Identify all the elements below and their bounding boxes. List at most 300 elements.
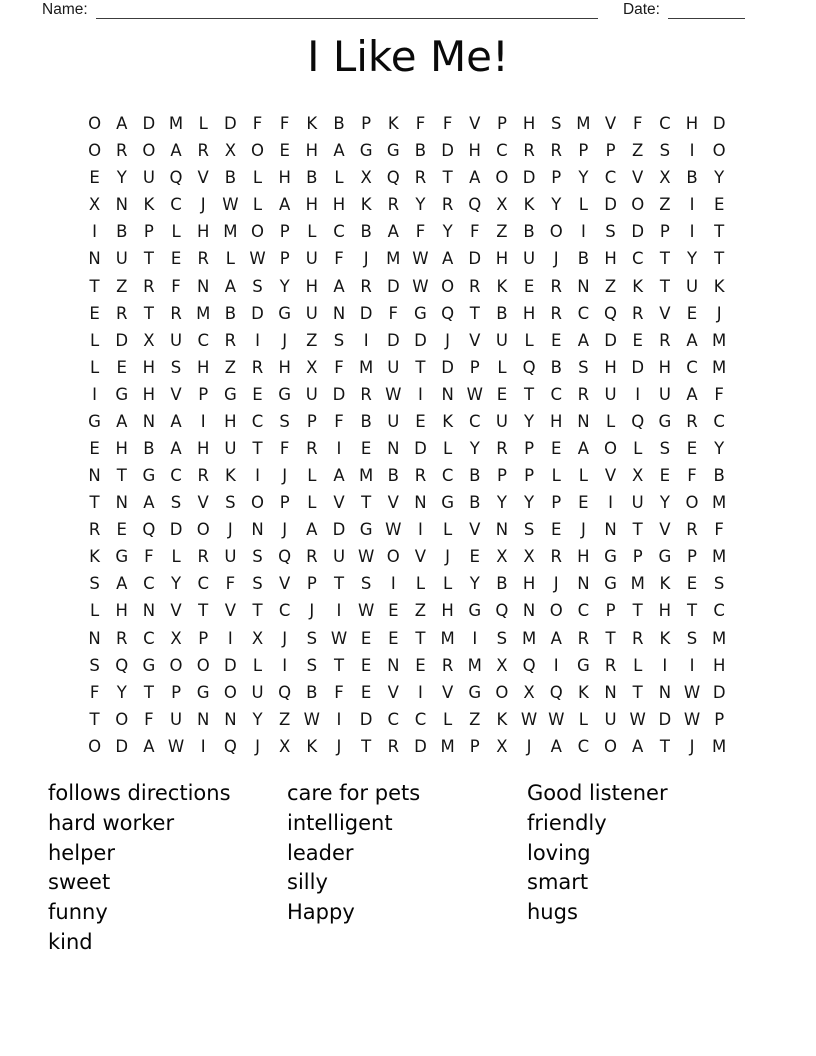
grid-letter: B: [306, 168, 318, 188]
grid-letter: K: [306, 736, 318, 756]
grid-letter: T: [415, 357, 426, 377]
grid-letter: T: [89, 493, 100, 513]
grid-letter: L: [443, 438, 453, 458]
grid-letter: N: [332, 303, 346, 323]
grid-letter: Y: [578, 168, 589, 188]
grid-letter: P: [496, 114, 507, 134]
grid-letter: U: [305, 249, 318, 269]
grid-letter: S: [279, 411, 290, 431]
grid-letter: W: [629, 709, 646, 729]
grid-letter: V: [279, 574, 291, 594]
grid-letter: G: [441, 493, 454, 513]
grid-letter: R: [414, 168, 427, 188]
grid-letter: T: [252, 438, 263, 458]
grid-letter: L: [497, 357, 507, 377]
grid-letter: A: [116, 411, 128, 431]
grid-letter: O: [495, 168, 509, 188]
grid-letter: C: [659, 114, 671, 134]
grid-letter: E: [89, 438, 100, 458]
grid-letter: U: [523, 249, 536, 269]
grid-letter: R: [441, 655, 454, 675]
grid-letter: U: [495, 411, 508, 431]
grid-letter: U: [115, 249, 128, 269]
grid-letter: F: [144, 709, 154, 729]
grid-letter: O: [196, 655, 210, 675]
grid-letter: R: [224, 330, 237, 350]
grid-letter: C: [333, 222, 345, 242]
grid-letter: F: [334, 682, 344, 702]
grid-letter: A: [550, 736, 562, 756]
grid-letter: S: [550, 114, 562, 134]
grid-letter: W: [249, 249, 266, 269]
grid-letter: J: [200, 195, 206, 215]
date-blank-line: [668, 6, 745, 19]
grid-letter: I: [418, 682, 423, 702]
grid-letter: V: [604, 466, 617, 486]
grid-letter: L: [225, 249, 235, 269]
grid-letter: K: [659, 628, 671, 648]
grid-letter: B: [143, 438, 155, 458]
grid-letter: E: [415, 655, 426, 675]
grid-letter: T: [632, 520, 643, 540]
grid-letter: D: [359, 303, 373, 323]
grid-letter: A: [686, 330, 698, 350]
grid-letter: X: [659, 168, 671, 188]
grid-letter: R: [469, 276, 481, 296]
grid-letter: L: [578, 466, 588, 486]
grid-letter: L: [89, 357, 100, 377]
grid-letter: J: [580, 520, 586, 540]
word-list-item: Happy: [287, 900, 355, 925]
grid-letter: O: [386, 547, 400, 567]
grid-letter: E: [388, 601, 399, 621]
grid-letter: H: [604, 357, 617, 377]
grid-letter: Y: [171, 574, 182, 594]
grid-letter: J: [445, 547, 451, 567]
grid-letter: D: [414, 330, 427, 350]
grid-letter: G: [658, 411, 672, 431]
grid-letter: L: [578, 195, 588, 215]
grid-letter: R: [604, 655, 617, 675]
grid-letter: D: [522, 168, 536, 188]
grid-letter: C: [713, 411, 725, 431]
grid-letter: N: [88, 466, 101, 486]
grid-letter: E: [551, 520, 562, 540]
grid-letter: T: [89, 276, 100, 296]
grid-letter: Z: [414, 601, 427, 621]
grid-letter: Z: [496, 222, 508, 242]
grid-letter: Z: [469, 709, 481, 729]
grid-letter: L: [307, 466, 317, 486]
grid-letter: G: [115, 547, 129, 567]
grid-letter: O: [88, 114, 102, 134]
grid-letter: I: [418, 520, 423, 540]
grid-letter: S: [89, 655, 100, 675]
grid-letter: F: [334, 357, 344, 377]
grid-letter: J: [309, 601, 315, 621]
grid-letter: P: [632, 547, 643, 567]
grid-letter: E: [632, 330, 643, 350]
grid-letter: G: [359, 520, 373, 540]
grid-letter: G: [468, 601, 482, 621]
grid-letter: T: [659, 276, 670, 296]
grid-letter: Y: [442, 222, 453, 242]
grid-letter: F: [171, 276, 181, 296]
grid-letter: K: [496, 276, 508, 296]
grid-letter: V: [170, 601, 182, 621]
grid-letter: A: [333, 276, 345, 296]
grid-letter: A: [143, 736, 155, 756]
grid-letter: M: [521, 628, 537, 648]
grid-letter: K: [713, 276, 725, 296]
grid-letter: W: [385, 520, 402, 540]
grid-letter: O: [441, 276, 455, 296]
grid-letter: D: [386, 330, 400, 350]
grid-letter: D: [604, 195, 617, 215]
grid-letter: I: [336, 438, 342, 458]
grid-letter: P: [279, 493, 290, 513]
grid-letter: O: [88, 141, 102, 161]
grid-letter: L: [171, 222, 181, 242]
grid-letter: A: [686, 384, 698, 404]
grid-letter: A: [116, 574, 128, 594]
grid-letter: V: [469, 520, 481, 540]
grid-letter: I: [553, 655, 559, 675]
grid-letter: G: [88, 411, 101, 431]
grid-letter: R: [414, 466, 427, 486]
word-list-item: intelligent: [287, 810, 393, 835]
grid-letter: B: [713, 466, 725, 486]
grid-letter: M: [467, 655, 482, 675]
grid-letter: J: [282, 520, 288, 540]
grid-letter: N: [251, 520, 264, 540]
grid-letter: O: [631, 195, 645, 215]
grid-letter: X: [496, 655, 508, 675]
grid-letter: X: [632, 466, 644, 486]
grid-letter: D: [712, 682, 726, 702]
grid-letter: S: [225, 493, 236, 513]
grid-letter: Q: [495, 601, 509, 621]
grid-letter: H: [305, 276, 319, 296]
grid-letter: P: [361, 114, 372, 134]
grid-letter: D: [658, 709, 672, 729]
grid-letter: P: [605, 601, 616, 621]
grid-letter: B: [577, 249, 590, 269]
grid-letter: X: [170, 628, 182, 648]
grid-letter: D: [441, 357, 454, 377]
grid-letter: N: [197, 276, 210, 296]
grid-letter: R: [441, 195, 454, 215]
grid-letter: D: [169, 520, 183, 540]
grid-letter: Y: [524, 411, 535, 431]
grid-letter: C: [170, 466, 182, 486]
grid-letter: N: [224, 709, 237, 729]
grid-letter: O: [196, 520, 210, 540]
grid-letter: X: [360, 168, 372, 188]
grid-letter: B: [686, 168, 698, 188]
grid-letter: U: [332, 547, 346, 567]
grid-letter: N: [658, 682, 672, 702]
grid-letter: R: [496, 438, 508, 458]
grid-letter: P: [171, 682, 182, 702]
grid-letter: D: [359, 709, 373, 729]
grid-letter: N: [88, 249, 101, 269]
grid-letter: B: [224, 303, 237, 323]
grid-letter: G: [142, 655, 156, 675]
grid-letter: J: [255, 736, 260, 756]
grid-letter: S: [306, 655, 318, 675]
grid-letter: E: [360, 682, 372, 702]
grid-letter: S: [89, 574, 100, 594]
grid-letter: C: [143, 574, 155, 594]
grid-letter: M: [712, 330, 727, 350]
grid-letter: U: [251, 682, 264, 702]
grid-letter: T: [89, 709, 100, 729]
grid-letter: G: [658, 547, 672, 567]
grid-letter: T: [143, 303, 154, 323]
grid-letter: E: [551, 330, 562, 350]
grid-letter: G: [604, 547, 617, 567]
grid-letter: S: [659, 438, 671, 458]
grid-letter: N: [577, 411, 590, 431]
grid-letter: S: [713, 574, 725, 594]
grid-letter: Z: [224, 357, 237, 377]
grid-letter: X: [88, 195, 101, 215]
grid-letter: N: [142, 601, 156, 621]
name-label: Name:: [42, 1, 88, 18]
grid-letter: U: [387, 411, 400, 431]
grid-letter: F: [442, 114, 453, 134]
grid-letter: D: [332, 520, 346, 540]
grid-letter: J: [689, 736, 695, 756]
grid-letter: G: [604, 574, 617, 594]
word-list-item: silly: [287, 870, 328, 895]
grid-letter: N: [115, 493, 128, 513]
grid-letter: T: [361, 493, 372, 513]
grid-letter: J: [363, 249, 369, 269]
grid-letter: Q: [278, 547, 292, 567]
grid-letter: R: [116, 303, 128, 323]
grid-letter: A: [170, 411, 182, 431]
grid-letter: H: [522, 303, 536, 323]
grid-letter: X: [496, 736, 508, 756]
grid-letter: T: [605, 628, 616, 648]
grid-letter: D: [441, 141, 454, 161]
grid-letter: L: [415, 574, 426, 594]
grid-letter: I: [689, 222, 695, 242]
grid-letter: F: [415, 114, 426, 134]
grid-letter: H: [332, 195, 346, 215]
grid-letter: Y: [469, 438, 480, 458]
grid-letter: Y: [279, 276, 290, 296]
grid-letter: C: [170, 195, 182, 215]
grid-letter: Z: [632, 141, 644, 161]
grid-letter: M: [712, 357, 727, 377]
grid-letter: A: [469, 168, 481, 188]
grid-letter: V: [469, 330, 481, 350]
grid-letter: X: [143, 330, 155, 350]
grid-letter: K: [442, 411, 454, 431]
grid-letter: A: [550, 628, 562, 648]
grid-letter: D: [604, 330, 617, 350]
grid-letter: B: [360, 411, 372, 431]
grid-letter: H: [658, 357, 672, 377]
grid-letter: V: [632, 168, 644, 188]
grid-letter: A: [333, 141, 345, 161]
grid-letter: E: [360, 655, 372, 675]
grid-letter: H: [278, 168, 291, 188]
grid-letter: S: [659, 141, 671, 161]
grid-letter: V: [333, 493, 345, 513]
grid-letter: F: [279, 438, 290, 458]
grid-letter: Y: [116, 682, 127, 702]
grid-letter: R: [550, 141, 562, 161]
grid-letter: H: [142, 384, 156, 404]
grid-letter: P: [551, 493, 562, 513]
grid-letter: H: [550, 411, 563, 431]
word-list-item: loving: [527, 840, 591, 865]
grid-letter: M: [440, 736, 455, 756]
grid-letter: O: [712, 141, 726, 161]
grid-letter: N: [441, 384, 454, 404]
grid-letter: Q: [169, 168, 183, 188]
grid-letter: T: [333, 574, 345, 594]
grid-letter: J: [553, 249, 559, 269]
grid-letter: G: [576, 655, 590, 675]
grid-letter: R: [88, 520, 101, 540]
grid-letter: S: [333, 330, 345, 350]
grid-letter: N: [604, 520, 617, 540]
grid-letter: M: [359, 466, 374, 486]
grid-letter: S: [686, 628, 698, 648]
grid-letter: I: [282, 655, 288, 675]
grid-letter: S: [170, 493, 182, 513]
grid-letter: I: [390, 574, 396, 594]
grid-letter: D: [224, 114, 237, 134]
word-list-item: funny: [48, 900, 108, 925]
word-list-item: Good listener: [527, 781, 668, 805]
word-list-column-2: [287, 779, 420, 928]
grid-letter: R: [360, 384, 372, 404]
grid-letter: A: [279, 195, 291, 215]
grid-letter: W: [548, 709, 565, 729]
grid-letter: R: [550, 276, 562, 296]
grid-letter: N: [142, 411, 156, 431]
grid-letter: C: [631, 249, 644, 269]
grid-letter: R: [306, 438, 318, 458]
grid-letter: E: [360, 628, 372, 648]
name-blank-line: [96, 6, 598, 19]
grid-letter: H: [685, 114, 699, 134]
grid-letter: N: [414, 493, 427, 513]
grid-letter: C: [414, 709, 427, 729]
grid-letter: H: [522, 574, 536, 594]
grid-letter: U: [305, 384, 318, 404]
grid-letter: J: [553, 574, 559, 594]
grid-letter: S: [252, 574, 263, 594]
grid-letter: K: [523, 195, 535, 215]
grid-letter: D: [332, 384, 346, 404]
grid-letter: F: [279, 114, 290, 134]
grid-letter: L: [307, 222, 317, 242]
grid-letter: A: [577, 330, 590, 350]
word-list-item: friendly: [527, 810, 607, 835]
grid-letter: Y: [252, 709, 263, 729]
grid-letter: H: [278, 357, 291, 377]
grid-letter: L: [89, 601, 100, 621]
grid-letter: A: [577, 438, 590, 458]
grid-letter: Z: [306, 330, 318, 350]
grid-letter: C: [713, 601, 725, 621]
grid-letter: H: [604, 249, 617, 269]
grid-letter: H: [142, 357, 156, 377]
grid-letter: W: [466, 384, 483, 404]
grid-letter: Y: [524, 493, 535, 513]
grid-letter: V: [387, 682, 399, 702]
grid-letter: V: [604, 114, 617, 134]
grid-letter: X: [496, 195, 508, 215]
grid-letter: K: [632, 276, 644, 296]
grid-letter: U: [224, 438, 237, 458]
grid-letter: P: [524, 438, 535, 458]
grid-letter: R: [387, 736, 400, 756]
grid-letter: R: [523, 141, 535, 161]
grid-letter: E: [713, 195, 725, 215]
grid-letter: K: [89, 547, 100, 567]
grid-letter: H: [115, 438, 128, 458]
grid-letter: V: [414, 547, 427, 567]
grid-letter: Y: [415, 195, 426, 215]
grid-letter: I: [472, 628, 478, 648]
grid-letter: D: [414, 438, 427, 458]
grid-letter: W: [520, 709, 538, 729]
grid-letter: Q: [549, 682, 563, 702]
grid-letter: G: [414, 303, 427, 323]
grid-letter: O: [251, 222, 265, 242]
grid-letter: H: [712, 655, 726, 675]
grid-letter: W: [303, 709, 320, 729]
grid-letter: B: [496, 303, 508, 323]
grid-letter: E: [686, 303, 698, 323]
grid-letter: A: [116, 114, 128, 134]
grid-letter: H: [658, 601, 672, 621]
grid-letter: F: [388, 303, 399, 323]
grid-letter: W: [412, 249, 429, 269]
grid-letter: P: [306, 574, 317, 594]
grid-letter: D: [414, 736, 427, 756]
grid-letter: W: [357, 601, 375, 621]
grid-letter: T: [686, 601, 698, 621]
grid-letter: T: [714, 249, 725, 269]
grid-letter: M: [223, 222, 238, 242]
grid-letter: X: [279, 736, 291, 756]
grid-letter: C: [251, 411, 264, 431]
grid-letter: R: [360, 276, 372, 296]
grid-letter: F: [225, 574, 236, 594]
grid-letter: G: [386, 141, 400, 161]
grid-letter: Z: [659, 195, 671, 215]
grid-letter: O: [604, 736, 618, 756]
grid-letter: T: [714, 222, 725, 242]
grid-letter: T: [524, 384, 535, 404]
grid-letter: S: [360, 574, 372, 594]
grid-letter: R: [686, 411, 698, 431]
grid-letter: B: [496, 574, 508, 594]
grid-letter: P: [306, 411, 317, 431]
grid-letter: B: [469, 466, 481, 486]
grid-letter: I: [689, 655, 695, 675]
grid-letter: X: [523, 682, 535, 702]
